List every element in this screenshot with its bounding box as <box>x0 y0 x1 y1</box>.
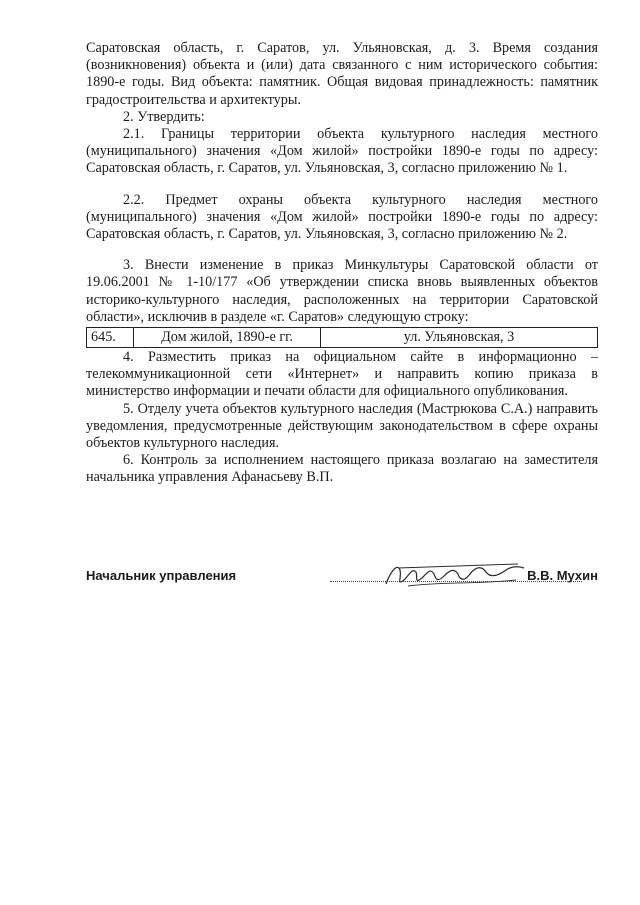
table-row <box>87 328 598 348</box>
table-cell-address: ул. Ульяновская, 3 <box>321 328 598 348</box>
table-cell-object: Дом жилой, 1890-е гг. <box>134 328 321 348</box>
document-body <box>86 40 598 487</box>
handwritten-signature <box>378 560 528 590</box>
signer-name: В.В. Мухин <box>527 568 598 583</box>
excluded-row-table <box>86 327 598 348</box>
paragraph-2-2: 2.2. Предмет охраны объекта культурного наследия местного (муниципального) значения «Дом жилой» постройки 1890-е годы по адресу: Саратовская область, г. Саратов, ул. Ульяновская, 3, согласно приложению № 2. <box>86 191 598 243</box>
signature-block <box>86 566 598 588</box>
table-cell-number: 645. <box>87 328 134 348</box>
paragraph-5: 5. Отделу учета объектов культурного наследия (Мастрюкова С.А.) направить уведомления, предусмотренные действующим законодательством в сфере охраны объектов культурного наследия. <box>86 400 598 452</box>
paragraph-2-1: 2.1. Границы территории объекта культурного наследия местного (муниципального) значения «Дом жилой» постройки 1890-е годы по адресу: Саратовская область, г. Саратов, ул. Ульяновская, 3, согласно приложению № 1. <box>86 126 598 177</box>
paragraph-2: 2. Утвердить: <box>123 108 205 125</box>
paragraph-6: 6. Контроль за исполнением настоящего приказа возлагаю на заместителя начальника управления Афанасьеву В.П. <box>86 452 598 486</box>
paragraph-4: 4. Разместить приказ на официальном сайте в информационно – телекоммуникационной сети «Интернет» и направить копию приказа в министерство информации и печати области для официального опубликования. <box>86 349 598 400</box>
signer-position: Начальник управления <box>86 568 237 583</box>
paragraph-object-description: Саратовская область, г. Саратов, ул. Ульяновская, д. 3. Время создания (возникновения) объекта и (или) дата связанного с ним исторического события: 1890-е годы. Вид объекта: памятник. Общая видовая принадлежность: памятник градостроительства и архитектуры. <box>86 40 598 108</box>
paragraph-3: 3. Внести изменение в приказ Минкультуры Саратовской области от 19.06.2001 № 1-10/177 «Об утверждении списка вновь выявленных объектов историко-культурного наследия, расположенных на территории Саратовской области», исключив в разделе «г. Саратов» следующую строку: <box>86 257 598 325</box>
